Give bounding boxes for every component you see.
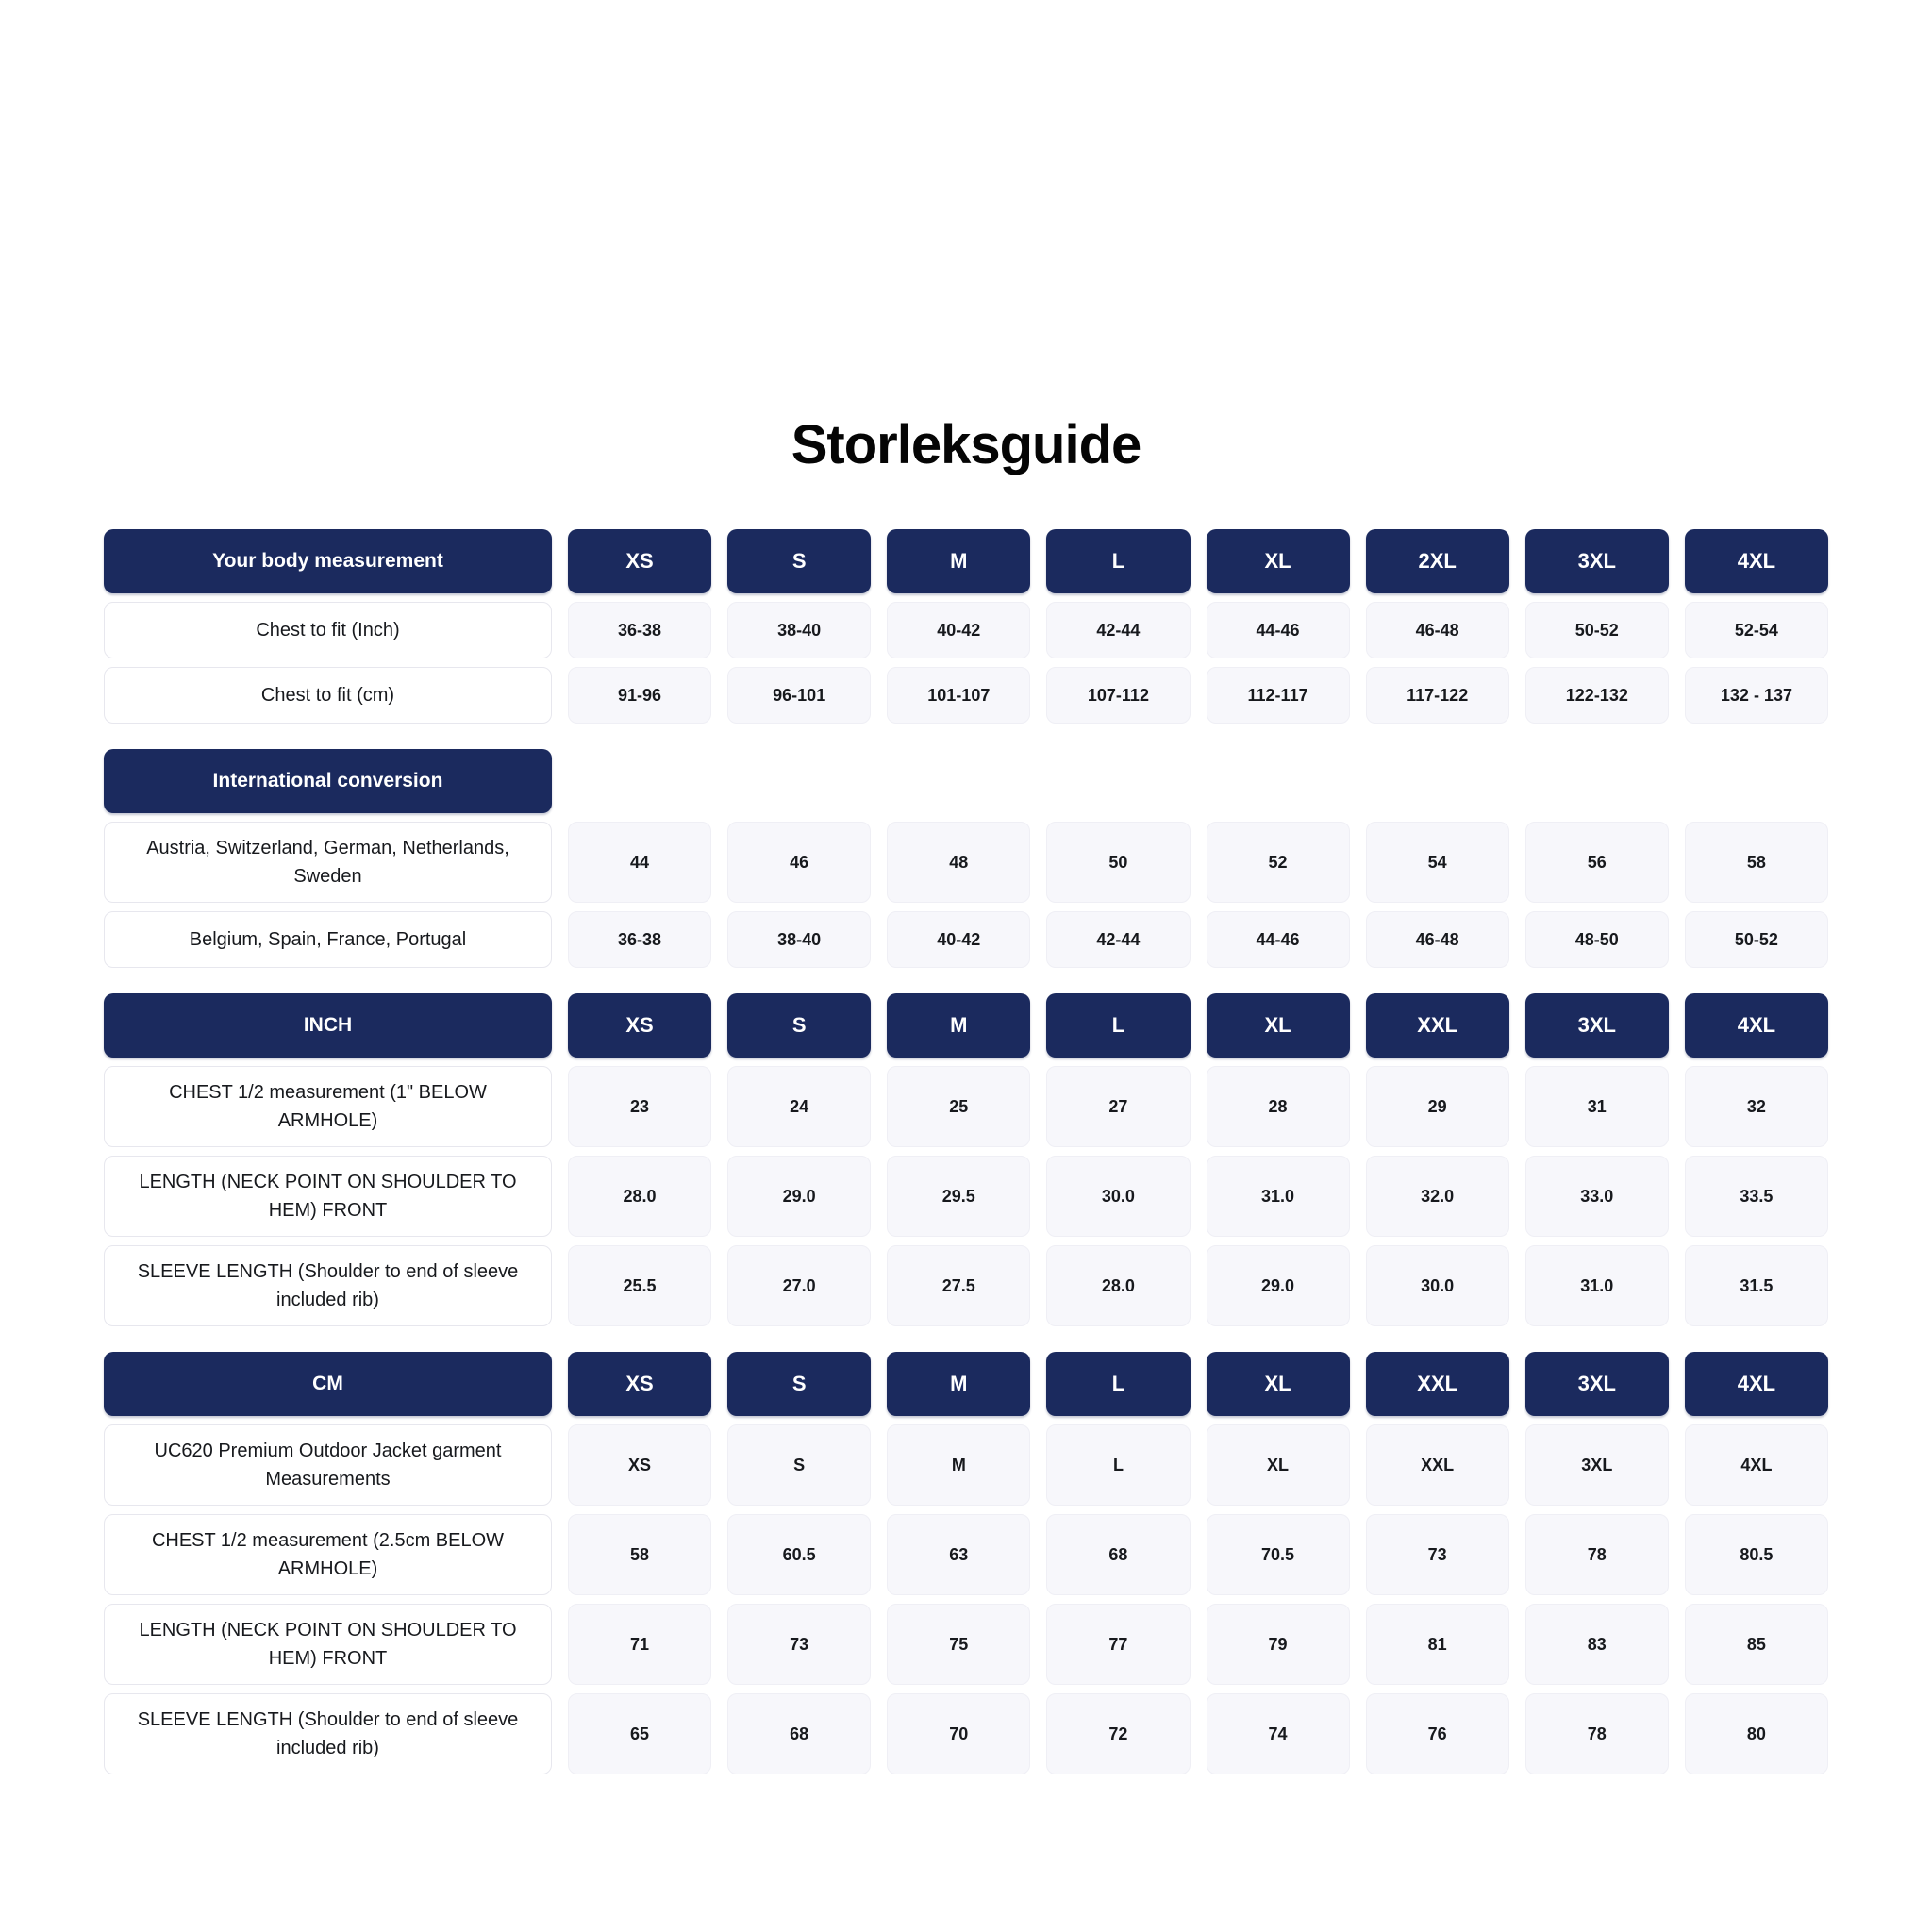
- table-row: [104, 667, 1828, 724]
- value-cell: 56: [1525, 822, 1669, 903]
- value-cell: 58: [1685, 822, 1828, 903]
- row-label: Chest to fit (cm): [104, 667, 552, 724]
- value-cell: 44-46: [1207, 602, 1350, 658]
- size-column-header: 4XL: [1685, 529, 1828, 593]
- value-cell: 42-44: [1046, 602, 1190, 658]
- value-cell: 28.0: [568, 1156, 711, 1237]
- value-cell: M: [887, 1424, 1030, 1506]
- table-row: [104, 1156, 1828, 1237]
- value-cell: 31: [1525, 1066, 1669, 1147]
- value-cell: 50-52: [1525, 602, 1669, 658]
- value-cell: 29.5: [887, 1156, 1030, 1237]
- size-column-header: 4XL: [1685, 1352, 1828, 1416]
- row-label: CHEST 1/2 measurement (2.5cm BELOW ARMHOLE): [104, 1514, 552, 1595]
- value-cell: 78: [1525, 1514, 1669, 1595]
- empty-cell: [568, 749, 711, 813]
- value-cell: 91-96: [568, 667, 711, 724]
- table-row: [104, 822, 1828, 903]
- page-title: Storleksguide: [791, 414, 1141, 475]
- value-cell: 27.5: [887, 1245, 1030, 1326]
- value-cell: 101-107: [887, 667, 1030, 724]
- value-cell: 31.0: [1207, 1156, 1350, 1237]
- value-cell: 63: [887, 1514, 1030, 1595]
- table-row: [104, 602, 1828, 658]
- value-cell: 83: [1525, 1604, 1669, 1685]
- empty-cell: [1685, 749, 1828, 813]
- size-column-header: L: [1046, 529, 1190, 593]
- size-guide-page: [0, 413, 1932, 1932]
- size-column-header: 2XL: [1366, 529, 1509, 593]
- empty-cell: [1366, 749, 1509, 813]
- value-cell: 28: [1207, 1066, 1350, 1147]
- value-cell: L: [1046, 1424, 1190, 1506]
- size-column-header: XL: [1207, 993, 1350, 1058]
- size-column-header: 4XL: [1685, 993, 1828, 1058]
- value-cell: 31.5: [1685, 1245, 1828, 1326]
- row-label: Austria, Switzerland, German, Netherlands, Sweden: [104, 822, 552, 903]
- value-cell: 117-122: [1366, 667, 1509, 724]
- value-cell: S: [727, 1424, 871, 1506]
- table-row: [104, 1514, 1828, 1595]
- value-cell: 29.0: [1207, 1245, 1350, 1326]
- size-column-header: M: [887, 529, 1030, 593]
- value-cell: 132 - 137: [1685, 667, 1828, 724]
- value-cell: 52-54: [1685, 602, 1828, 658]
- table-header-row: [104, 529, 1828, 593]
- value-cell: 40-42: [887, 911, 1030, 968]
- value-cell: 48: [887, 822, 1030, 903]
- empty-cell: [1525, 749, 1669, 813]
- empty-cell: [1046, 749, 1190, 813]
- value-cell: 76: [1366, 1693, 1509, 1774]
- value-cell: 73: [727, 1604, 871, 1685]
- value-cell: 96-101: [727, 667, 871, 724]
- size-column-header: L: [1046, 1352, 1190, 1416]
- size-column-header: XL: [1207, 1352, 1350, 1416]
- value-cell: 58: [568, 1514, 711, 1595]
- value-cell: 122-132: [1525, 667, 1669, 724]
- value-cell: 25.5: [568, 1245, 711, 1326]
- size-column-header: XS: [568, 1352, 711, 1416]
- size-table-international-conversion: [104, 749, 1828, 968]
- value-cell: 77: [1046, 1604, 1190, 1685]
- value-cell: 33.5: [1685, 1156, 1828, 1237]
- row-label: Belgium, Spain, France, Portugal: [104, 911, 552, 968]
- table-row: [104, 1066, 1828, 1147]
- value-cell: 80.5: [1685, 1514, 1828, 1595]
- row-label: SLEEVE LENGTH (Shoulder to end of sleeve included rib): [104, 1693, 552, 1774]
- value-cell: 44: [568, 822, 711, 903]
- value-cell: 46-48: [1366, 602, 1509, 658]
- value-cell: 75: [887, 1604, 1030, 1685]
- value-cell: 73: [1366, 1514, 1509, 1595]
- value-cell: 50-52: [1685, 911, 1828, 968]
- value-cell: 32: [1685, 1066, 1828, 1147]
- size-column-header: XS: [568, 529, 711, 593]
- value-cell: 78: [1525, 1693, 1669, 1774]
- empty-cell: [887, 749, 1030, 813]
- row-label: UC620 Premium Outdoor Jacket garment Measurements: [104, 1424, 552, 1506]
- size-column-header: S: [727, 1352, 871, 1416]
- value-cell: XXL: [1366, 1424, 1509, 1506]
- value-cell: 52: [1207, 822, 1350, 903]
- size-column-header: 3XL: [1525, 993, 1669, 1058]
- size-column-header: XL: [1207, 529, 1350, 593]
- table-title: International conversion: [104, 749, 552, 813]
- value-cell: 107-112: [1046, 667, 1190, 724]
- value-cell: 28.0: [1046, 1245, 1190, 1326]
- value-cell: 32.0: [1366, 1156, 1509, 1237]
- value-cell: 24: [727, 1066, 871, 1147]
- value-cell: 65: [568, 1693, 711, 1774]
- empty-cell: [1207, 749, 1350, 813]
- value-cell: 70.5: [1207, 1514, 1350, 1595]
- value-cell: 46: [727, 822, 871, 903]
- value-cell: 33.0: [1525, 1156, 1669, 1237]
- value-cell: 29: [1366, 1066, 1509, 1147]
- table-title: INCH: [104, 993, 552, 1058]
- value-cell: 4XL: [1685, 1424, 1828, 1506]
- value-cell: 30.0: [1366, 1245, 1509, 1326]
- row-label: SLEEVE LENGTH (Shoulder to end of sleeve included rib): [104, 1245, 552, 1326]
- size-column-header: XXL: [1366, 1352, 1509, 1416]
- value-cell: 38-40: [727, 911, 871, 968]
- size-table-cm: [104, 1352, 1828, 1774]
- value-cell: 27.0: [727, 1245, 871, 1326]
- value-cell: 60.5: [727, 1514, 871, 1595]
- row-label: Chest to fit (Inch): [104, 602, 552, 658]
- value-cell: 44-46: [1207, 911, 1350, 968]
- value-cell: 25: [887, 1066, 1030, 1147]
- size-table-inch: [104, 993, 1828, 1326]
- value-cell: XS: [568, 1424, 711, 1506]
- size-column-header: M: [887, 993, 1030, 1058]
- value-cell: 48-50: [1525, 911, 1669, 968]
- value-cell: 29.0: [727, 1156, 871, 1237]
- table-header-row: [104, 1352, 1828, 1416]
- value-cell: 36-38: [568, 602, 711, 658]
- value-cell: 40-42: [887, 602, 1030, 658]
- value-cell: 54: [1366, 822, 1509, 903]
- value-cell: 42-44: [1046, 911, 1190, 968]
- size-column-header: L: [1046, 993, 1190, 1058]
- value-cell: 3XL: [1525, 1424, 1669, 1506]
- row-label: CHEST 1/2 measurement (1" BELOW ARMHOLE): [104, 1066, 552, 1147]
- size-column-header: M: [887, 1352, 1030, 1416]
- value-cell: 38-40: [727, 602, 871, 658]
- table-header-row: [104, 749, 1828, 813]
- value-cell: 68: [1046, 1514, 1190, 1595]
- size-column-header: 3XL: [1525, 1352, 1669, 1416]
- table-row: [104, 1693, 1828, 1774]
- value-cell: 79: [1207, 1604, 1350, 1685]
- table-row: [104, 1604, 1828, 1685]
- value-cell: 74: [1207, 1693, 1350, 1774]
- value-cell: 68: [727, 1693, 871, 1774]
- table-row: [104, 911, 1828, 968]
- size-column-header: XXL: [1366, 993, 1509, 1058]
- value-cell: 46-48: [1366, 911, 1509, 968]
- table-title: Your body measurement: [104, 529, 552, 593]
- value-cell: 30.0: [1046, 1156, 1190, 1237]
- table-row: [104, 1424, 1828, 1506]
- value-cell: 71: [568, 1604, 711, 1685]
- value-cell: 36-38: [568, 911, 711, 968]
- size-column-header: 3XL: [1525, 529, 1669, 593]
- row-label: LENGTH (NECK POINT ON SHOULDER TO HEM) FRONT: [104, 1156, 552, 1237]
- size-column-header: S: [727, 993, 871, 1058]
- size-column-header: S: [727, 529, 871, 593]
- value-cell: 50: [1046, 822, 1190, 903]
- row-label: LENGTH (NECK POINT ON SHOULDER TO HEM) FRONT: [104, 1604, 552, 1685]
- value-cell: XL: [1207, 1424, 1350, 1506]
- value-cell: 27: [1046, 1066, 1190, 1147]
- value-cell: 23: [568, 1066, 711, 1147]
- value-cell: 112-117: [1207, 667, 1350, 724]
- value-cell: 70: [887, 1693, 1030, 1774]
- size-guide-tables: [104, 529, 1828, 1774]
- table-row: [104, 1245, 1828, 1326]
- size-table-body-measurement: [104, 529, 1828, 724]
- value-cell: 80: [1685, 1693, 1828, 1774]
- empty-cell: [727, 749, 871, 813]
- value-cell: 85: [1685, 1604, 1828, 1685]
- value-cell: 72: [1046, 1693, 1190, 1774]
- value-cell: 31.0: [1525, 1245, 1669, 1326]
- size-column-header: XS: [568, 993, 711, 1058]
- table-title: CM: [104, 1352, 552, 1416]
- value-cell: 81: [1366, 1604, 1509, 1685]
- table-header-row: [104, 993, 1828, 1058]
